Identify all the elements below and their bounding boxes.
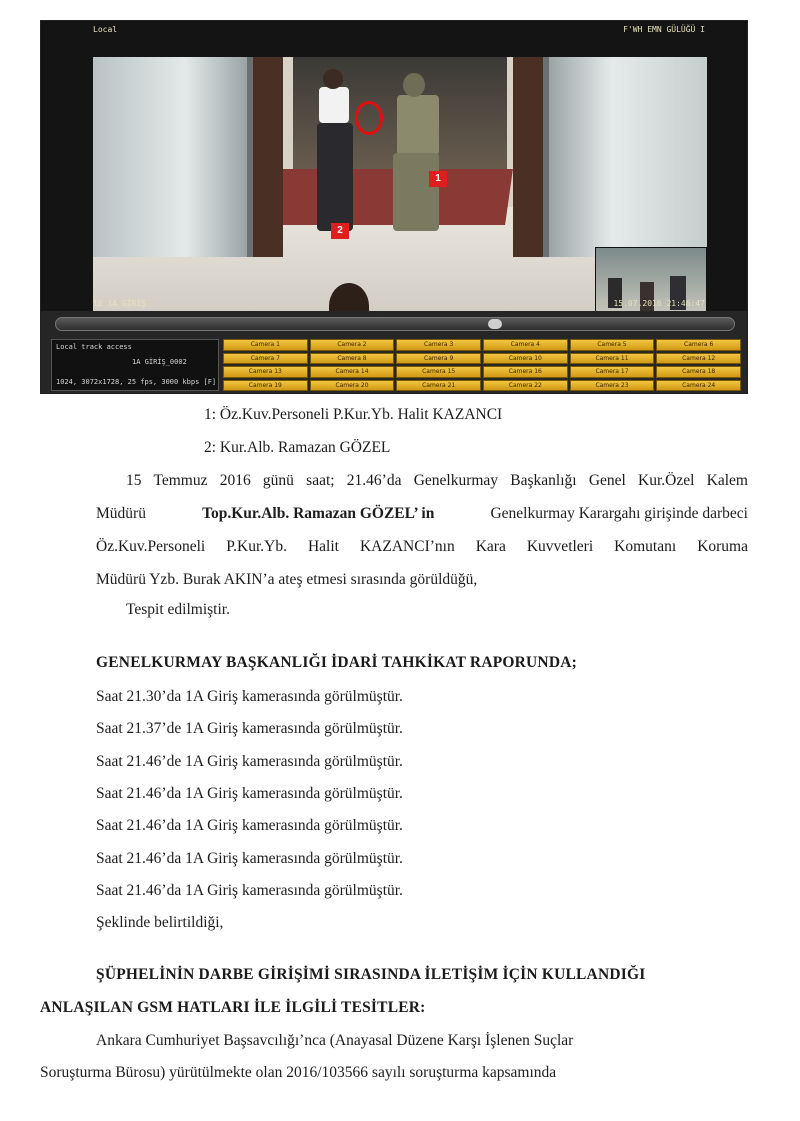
info-title: Local track access (56, 343, 132, 351)
report-line: Saat 21.30’da 1A Giriş kamerasında görülmüştür. (96, 688, 403, 705)
playback-panel (41, 311, 748, 394)
person-1-body (397, 95, 439, 155)
camera-button[interactable]: Camera 15 (396, 366, 481, 378)
report-line: Saat 21.46’da 1A Giriş kamerasında görülmüştür. (96, 817, 403, 834)
section-2-heading-line-2: ANLAŞILAN GSM HATLARI İLE İLGİLİ TESİTLER: (40, 999, 426, 1016)
info-stats: 1024, 3072x1728, 25 fps, 3000 kbps [F] (56, 378, 217, 386)
person-2-legs (317, 123, 353, 231)
info-camera: 1A GİRİŞ_0002 (132, 358, 187, 366)
camera-button[interactable]: Camera 20 (310, 380, 395, 392)
section-2-body-line-1: Ankara Cumhuriyet Başsavcılığı’nca (Anayasal Düzene Karşı İşlenen Suçlar (96, 1032, 574, 1049)
glass-door-right (543, 57, 707, 257)
osd-bottom-left: 1E 1A GİRİŞ (93, 299, 146, 308)
camera-view (41, 21, 748, 311)
section-2-body-line-2: Soruşturma Bürosu) yürütülmekte olan 2016/103566 sayılı soruşturma kapsamında (40, 1064, 557, 1081)
person-2-shirt (319, 87, 349, 123)
camera-button[interactable]: Camera 8 (310, 353, 395, 365)
camera-button[interactable]: Camera 7 (223, 353, 308, 365)
person-1-legs (393, 153, 439, 231)
report-line: Saat 21.46’da 1A Giriş kamerasında görülmüştür. (96, 850, 403, 867)
person-1-helmet (403, 73, 425, 97)
camera-button[interactable]: Camera 14 (310, 366, 395, 378)
camera-button[interactable]: Camera 19 (223, 380, 308, 392)
section-2-heading-line-1: ŞÜPHELİNİN DARBE GİRİŞİMİ SIRASINDA İLETİŞİM İÇİN KULLANDIĞI (96, 966, 646, 983)
camera-button[interactable]: Camera 1 (223, 339, 308, 351)
report-line: Saat 21.46’da 1A Giriş kamerasında görülmüştür. (96, 882, 403, 899)
camera-button[interactable]: Camera 21 (396, 380, 481, 392)
camera-button[interactable]: Camera 18 (656, 366, 741, 378)
osd-top-left: Local (93, 25, 118, 34)
camera-button-grid (223, 339, 741, 391)
camera-button[interactable]: Camera 10 (483, 353, 568, 365)
camera-scene (93, 57, 707, 329)
camera-button[interactable]: Camera 24 (656, 380, 741, 392)
section-1-heading: GENELKURMAY BAŞKANLIĞI İDARİ TAHKİKAT RAPORUNDA; (96, 654, 577, 671)
line-2-part-a: Müdürü (96, 505, 146, 522)
camera-button[interactable]: Camera 9 (396, 353, 481, 365)
report-line: Saat 21.46’de 1A Giriş kamerasında görülmüştür. (96, 753, 403, 770)
officer-name-bold: Top.Kur.Alb. Ramazan GÖZEL’ in (202, 505, 435, 522)
paragraph-1-line-5: Tespit edilmiştir. (126, 601, 230, 618)
cctv-screenshot (40, 20, 748, 394)
paragraph-1-line-4: Müdürü Yzb. Burak AKIN’a ateş etmesi sırasında görüldüğü, (96, 571, 478, 588)
person-2-head (323, 69, 343, 89)
camera-button[interactable]: Camera 4 (483, 339, 568, 351)
marker-2: 2 (331, 223, 349, 239)
paragraph-1-line-2 (96, 505, 748, 523)
legend-item-2: 2: Kur.Alb. Ramazan GÖZEL (204, 439, 391, 456)
section-1-closing: Şeklinde belirtildiği, (96, 914, 224, 931)
camera-button[interactable]: Camera 16 (483, 366, 568, 378)
osd-bottom-right: 15.07.2016 21:46:47 (613, 299, 705, 308)
timeline-slider[interactable] (55, 317, 735, 331)
door-post-right (513, 57, 543, 257)
camera-button[interactable]: Camera 11 (570, 353, 655, 365)
camera-button[interactable]: Camera 17 (570, 366, 655, 378)
weapon-highlight-circle (355, 101, 383, 135)
legend-item-1: 1: Öz.Kuv.Personeli P.Kur.Yb. Halit KAZANCI (204, 406, 503, 423)
camera-button[interactable]: Camera 23 (570, 380, 655, 392)
line-2-part-c: Genelkurmay Karargahı girişinde darbeci (490, 505, 748, 522)
door-post-left (253, 57, 283, 257)
camera-button[interactable]: Camera 3 (396, 339, 481, 351)
glass-door-left (93, 57, 253, 257)
report-line: Saat 21.46’da 1A Giriş kamerasında görülmüştür. (96, 785, 403, 802)
report-line: Saat 21.37’de 1A Giriş kamerasında görülmüştür. (96, 720, 403, 737)
paragraph-1-line-3: Öz.Kuv.Personeli P.Kur.Yb. Halit KAZANCI’nın Kara Kuvvetleri Komutanı Koruma (96, 538, 748, 555)
paragraph-1-line-1: 15 Temmuz 2016 günü saat; 21.46’da Genelkurmay Başkanlığı Genel Kur.Özel Kalem (126, 472, 748, 489)
camera-button[interactable]: Camera 22 (483, 380, 568, 392)
camera-button[interactable]: Camera 2 (310, 339, 395, 351)
camera-button[interactable]: Camera 6 (656, 339, 741, 351)
camera-button[interactable]: Camera 12 (656, 353, 741, 365)
camera-button[interactable]: Camera 13 (223, 366, 308, 378)
camera-button[interactable]: Camera 5 (570, 339, 655, 351)
track-info-box (51, 339, 219, 391)
timeline-knob[interactable] (488, 319, 502, 329)
osd-top-right: F'WH EMN GÜLÜĞÜ I (623, 25, 705, 34)
marker-1: 1 (429, 171, 447, 187)
